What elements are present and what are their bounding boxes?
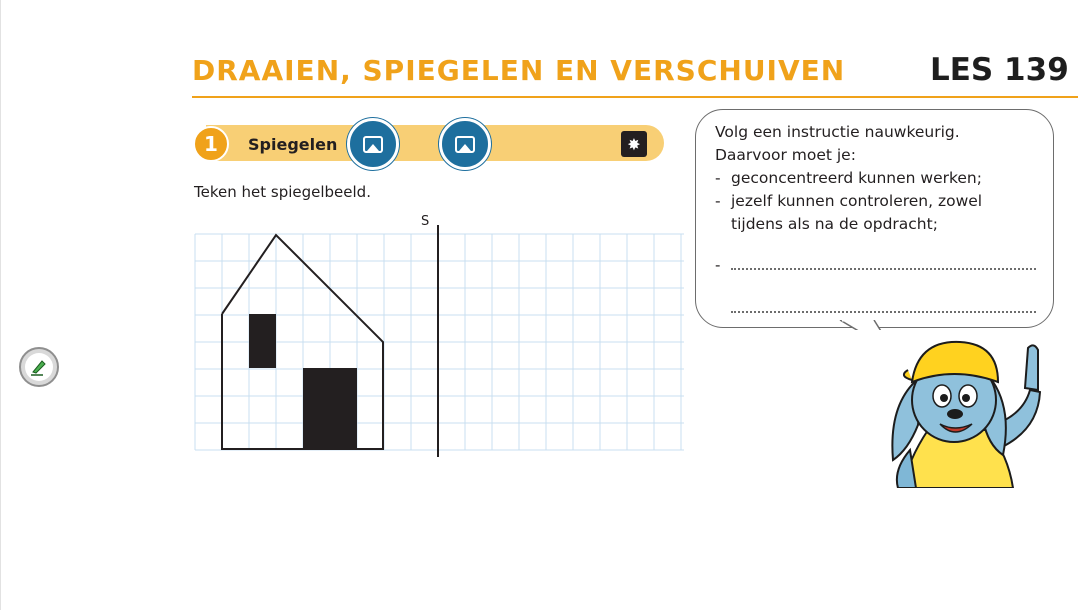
house-door <box>303 368 357 449</box>
section-title: Spiegelen <box>248 135 338 154</box>
section-number-badge: 1 <box>193 126 229 162</box>
image-button-2[interactable] <box>439 118 491 170</box>
mirror-axis-label: S <box>421 214 430 229</box>
answer-line-2[interactable] <box>731 311 1036 313</box>
title-divider <box>192 96 1078 98</box>
list-item-text: geconcentreerd kunnen werken; <box>731 169 982 187</box>
bubble-line: Volg een instructie nauwkeurig. <box>715 123 960 141</box>
lesson-number: LES 139 <box>930 52 1069 88</box>
bubble-line: Daarvoor moet je: <box>715 146 856 164</box>
mascot-illustration <box>848 330 1058 488</box>
bubble-list-item <box>715 190 982 213</box>
image-icon <box>455 136 475 153</box>
list-dash: - <box>715 192 721 210</box>
pencil-tool-button[interactable] <box>19 347 59 387</box>
image-icon <box>363 136 383 153</box>
blank-line-dash: - <box>715 256 721 274</box>
bubble-text <box>715 121 982 236</box>
list-dash: - <box>715 169 721 187</box>
page-left-border <box>0 0 1 610</box>
image-button-1[interactable] <box>347 118 399 170</box>
house-window <box>249 314 276 368</box>
answer-line-1[interactable] <box>731 268 1036 270</box>
drawing-grid[interactable] <box>192 225 686 460</box>
star-icon[interactable]: ✸ <box>621 131 647 157</box>
exercise-instruction: Teken het spiegelbeeld. <box>194 183 371 201</box>
list-item-continuation: tijdens als na de opdracht; <box>731 215 938 233</box>
pencil-icon <box>25 353 53 381</box>
list-item-text: jezelf kunnen controleren, zowel <box>731 192 983 210</box>
bubble-list-item <box>715 167 982 190</box>
page-title: DRAAIEN, SPIEGELEN EN VERSCHUIVEN <box>192 54 846 87</box>
